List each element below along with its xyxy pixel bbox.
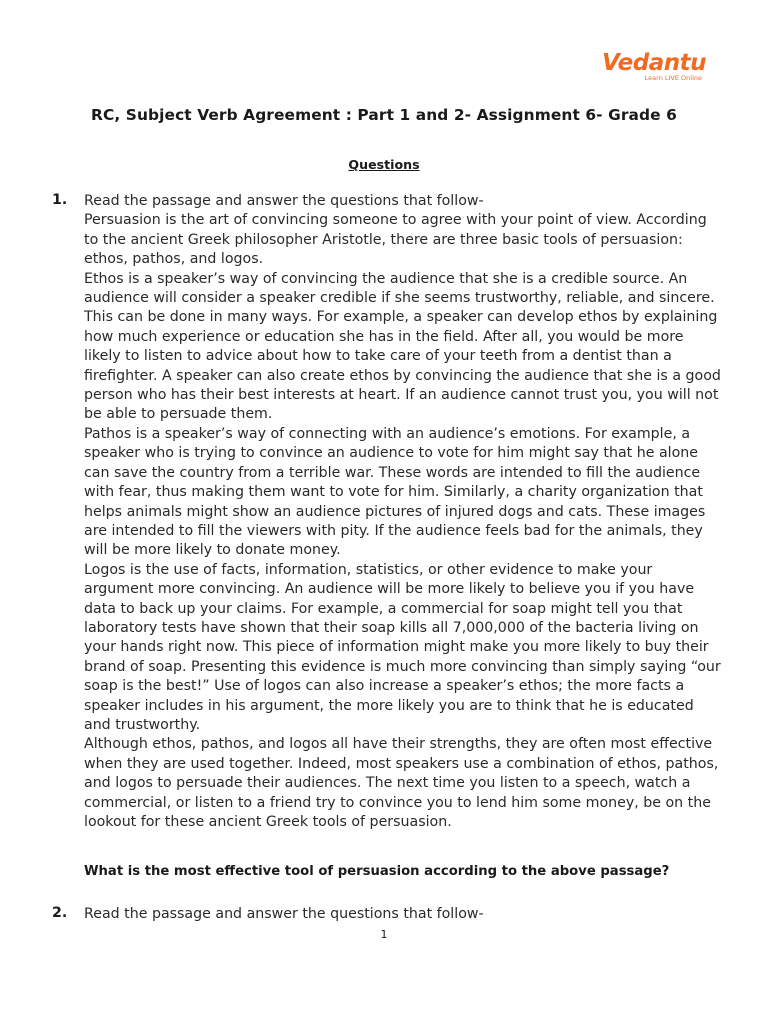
logo-wordmark: Vedantu [602,50,706,76]
questions-heading: Questions [348,157,420,172]
question-2-number: 2. [52,905,68,921]
passage-paragraph-pathos: Pathos is a speaker’s way of connecting with an audience’s emotions. For example, a speaker who is trying to convince an audience to vote for him might say that he alone can save the country from a terrible war. These words are intended to fill the audience with fear, thus making them want to vote for him. Similarly, a charity organization that helps animals might show an audience pictures of injured dogs and cats. These images are intended to fill the viewers with pity. If the audience feels bad for the animals, they will be more likely to donate money. [84,425,706,559]
question-1-prompt: What is the most effective tool of persuasion according to the above passage? [84,864,670,879]
passage-paragraph-conclusion: Although ethos, pathos, and logos all have their strengths, they are often most effective when they are used together. Indeed, most speakers use a combination of ethos, pathos, and logos to persuade their audiences. The next time you listen to a speech, watch a commercial, or listen to a friend try to convince you to lend him some money, be on the lookout for these ancient Greek tools of persuasion. [84,736,719,830]
question-1-body [84,192,724,832]
page-number: 1 [380,928,388,941]
question-2-instruction: Read the passage and answer the questions that follow- [84,906,484,922]
question-2-body [84,905,724,924]
document-title: RC, Subject Verb Agreement : Part 1 and 2- Assignment 6- Grade 6 [91,106,677,124]
logo-tagline: Learn LIVE Online [644,74,702,82]
passage-paragraph-ethos: Ethos is a speaker’s way of convincing the audience that she is a credible source. An audience will consider a speaker credible if she seems trustworthy, reliable, and sincere. This can be done in many ways. For example, a speaker can develop ethos by explaining how much experience or education she has in the field. After all, you would be more likely to listen to advice about how to take care of your teeth from a dentist than a firefighter. A speaker can also create ethos by convincing the audience that she is a good person who has their best interests at heart. If an audience cannot trust you, you will not be able to persuade them. [84,270,721,423]
passage-paragraph-logos: Logos is the use of facts, information, statistics, or other evidence to make your argument more convincing. An audience will be more likely to believe you if you have data to back up your claims. For example, a commercial for soap might tell you that laboratory tests have shown that their soap kills all 7,000,000 of the bacteria living on your hands right now. This piece of information might make you more likely to buy their brand of soap. Presenting this evidence is much more convincing than simply saying “our soap is the best!” Use of logos can also increase a speaker’s ethos; the more facts a speaker includes in his argument, the more likely you are to think that he is educated and trustworthy. [84,561,721,733]
passage-paragraph-intro: Persuasion is the art of convincing someone to agree with your point of view. According to the ancient Greek philosopher Aristotle, there are three basic tools of persuasion: ethos, pathos, and logos. [84,212,707,268]
question-1-number: 1. [52,192,68,208]
vedantu-logo [602,52,706,82]
question-1-instruction: Read the passage and answer the questions that follow- [84,193,484,209]
